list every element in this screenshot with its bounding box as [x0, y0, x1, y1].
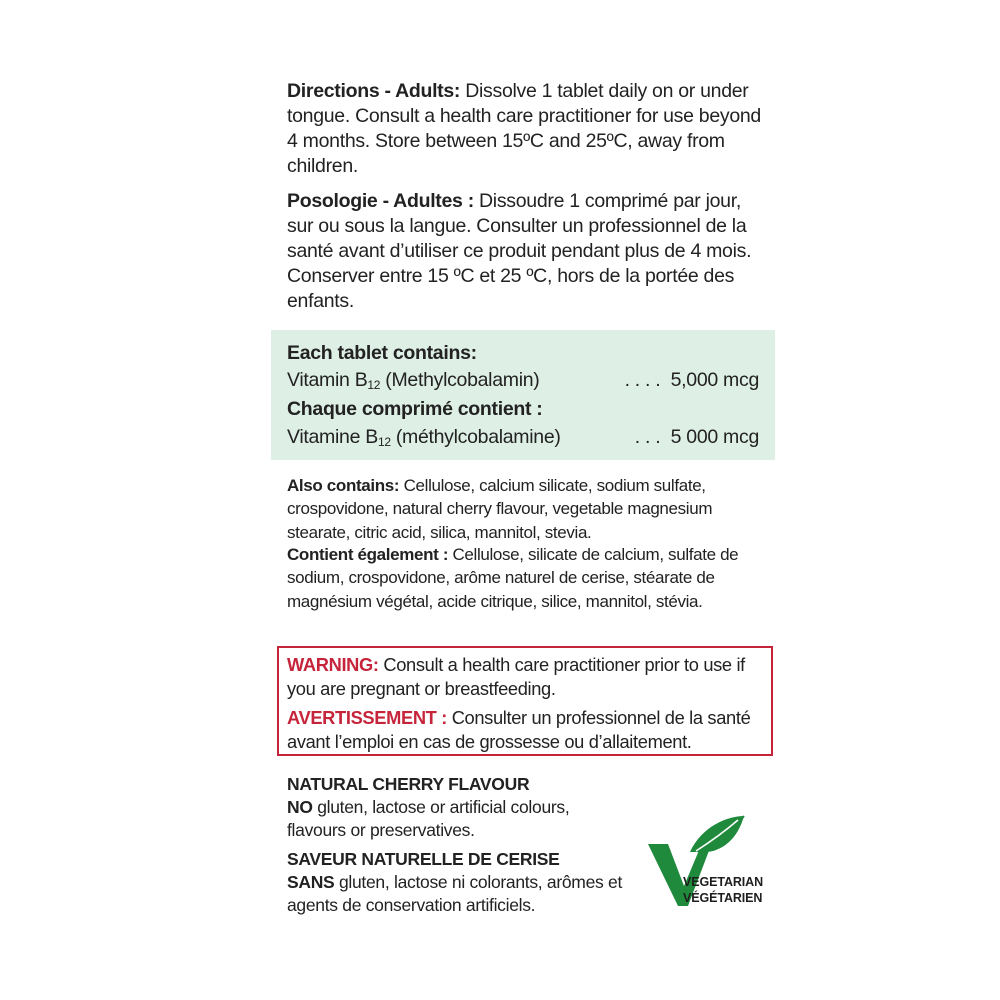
flavour-en: NATURAL CHERRY FLAVOUR NO gluten, lactose or artificial colours, flavours or preservatives.: [287, 774, 570, 840]
warning-fr: AVERTISSEMENT : Consulter un professionnel de la santé avant l’emploi en cas de grossesse ou d’allaitement.: [287, 707, 751, 752]
warning-en: WARNING: Consult a health care practitioner prior to use if you are pregnant or breastfeeding.: [287, 654, 745, 699]
ingredient-name-fr: Vitamine $B_{12}$ (méthylcobalamine): [287, 426, 561, 449]
flavour-fr-title: SAVEUR NATURELLE DE CERISE: [287, 849, 560, 869]
vegetarian-label-fr: VÉGÉTARIEN: [683, 891, 763, 905]
contents-title-fr: Chaque comprimé contient :: [287, 398, 543, 420]
warning-en-label: WARNING:: [287, 654, 379, 675]
also-contains-fr-label: Contient également :: [287, 545, 449, 564]
warning-fr-label: AVERTISSEMENT :: [287, 707, 447, 728]
directions-en-text: Dissolve 1 tablet daily on or under tongue. Consult a health care practitioner for use beyond 4 months. Store between 15ºC and 25ºC, away from children.: [287, 80, 761, 177]
vegetarian-label-en: VEGETARIAN: [683, 875, 764, 889]
ingredient-amount-en: . . . . 5,000 mcg: [624, 369, 759, 391]
also-contains-fr: Contient également : Cellulose, silicate de calcium, sulfate de sodium, crospovidone, arôme naturel de cerise, stéarate de magnésium végétal, acide citrique, silice, mannitol, stévia.: [287, 545, 739, 611]
flavour-fr: SAVEUR NATURELLE DE CERISE SANS gluten, lactose ni colorants, arômes et agents de conservation artificiels.: [287, 849, 623, 915]
also-contains-en: Also contains: Cellulose, calcium silicate, sodium sulfate, crospovidone, natural cherry flavour, vegetable magnesium stearate, citric acid, silica, mannitol, stevia.: [287, 476, 713, 542]
also-contains-en-label: Also contains:: [287, 476, 400, 495]
directions-fr-text: Dissoudre 1 comprimé par jour, sur ou sous la langue. Consulter un professionnel de la santé avant d’utiliser ce produit pendant plus de 4 mois. Conserver entre 15 ºC et 25 ºC, hors de la portée des enfants.: [287, 190, 752, 312]
contents-title-en: Each tablet contains:: [287, 342, 477, 364]
directions-en: [287, 79, 767, 179]
ingredient-row-fr: [287, 424, 759, 455]
flavour-en-title: NATURAL CHERRY FLAVOUR: [287, 774, 530, 794]
ingredient-row-en: [287, 367, 759, 398]
ingredient-name-en: Vitamin $B_{12}$ (Methylcobalamin): [287, 369, 540, 392]
directions-fr-label: Posologie - Adultes :: [287, 190, 474, 212]
directions-fr: [287, 189, 767, 314]
ingredient-amount-fr: . . . 5 000 mcg: [634, 426, 759, 448]
directions-en-label: Directions - Adults:: [287, 80, 461, 102]
